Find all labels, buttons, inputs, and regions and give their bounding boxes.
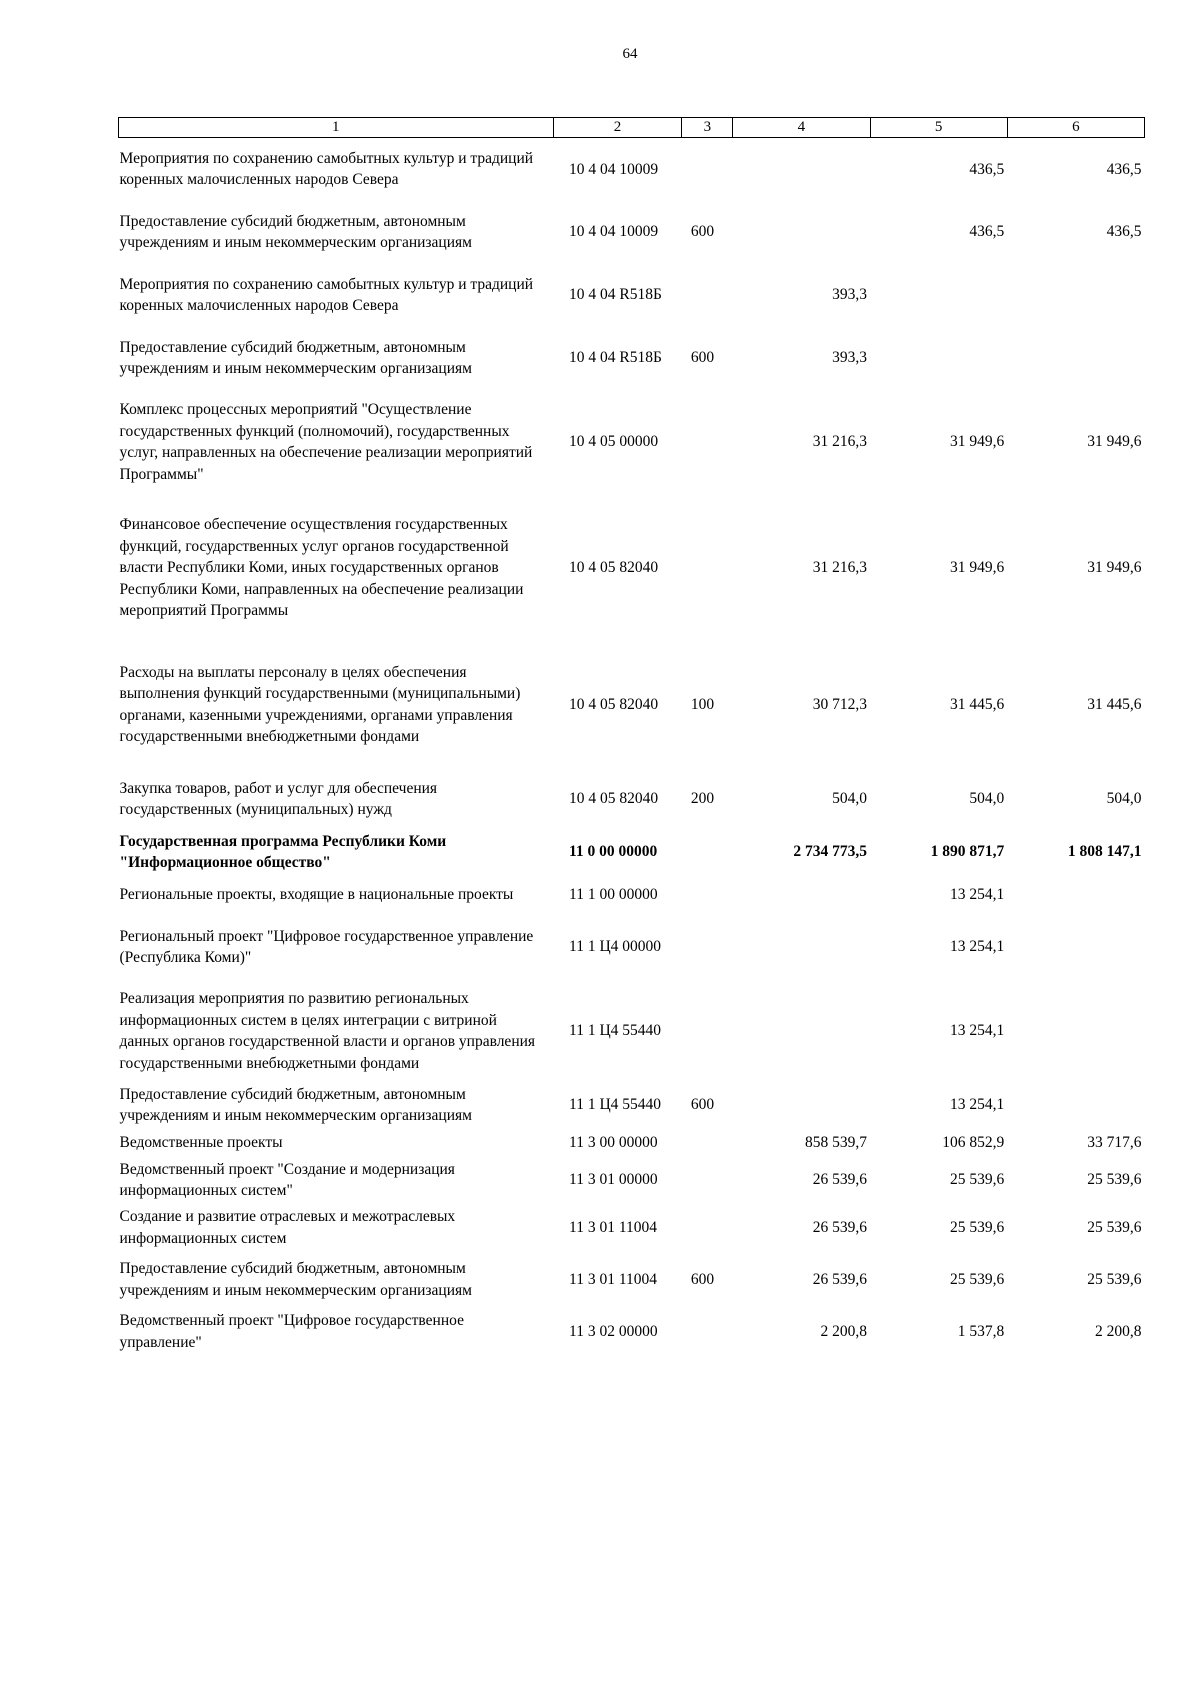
row-value-col6-cell [1007,979,1144,1084]
row-value-col5-cell: 436,5 [969,223,1005,241]
row-value-col6-cell [1007,1084,1144,1127]
row-value-col6-cell [1007,264,1144,327]
row-value-col4-cell [733,979,870,1084]
row-value-col5-cell: 25 539,6 [949,1218,1005,1236]
table-row [119,1127,1145,1159]
row-name-cell: Финансовое обеспечение осуществления государственных функций, государственных услуг органов государственной власти Республики Коми, иных государственных органов Республики Коми, направленных на обеспечение реализации мероприятий Программы [119,516,524,620]
table-row [119,264,1145,327]
row-name-cell: Региональный проект "Цифровое государственное управление (Республика Коми)" [119,927,534,966]
row-name-cell: Ведомственный проект "Цифровое государственное управление" [119,1312,464,1351]
column-header-3: 3 [682,118,733,138]
row-value-col6-cell: 31 445,6 [1087,695,1142,713]
row-value-col4-cell: 2 200,8 [820,1322,868,1340]
row-value-col6-cell: 33 717,6 [1087,1133,1142,1151]
row-code-cell: 10 4 05 82040 [569,559,659,577]
row-value-col6-cell: 1 808 147,1 [1067,843,1142,861]
row-expense-type-cell [682,979,733,1084]
table-row [119,201,1145,264]
row-code-cell: 11 3 02 00000 [569,1322,658,1340]
row-value-col4-cell: 26 539,6 [812,1218,868,1236]
row-name-cell: Предоставление субсидий бюджетным, автономным учреждениям и иным некоммерческим организациям [119,338,472,377]
row-value-col5-cell: 436,5 [969,160,1005,178]
row-name-cell: Реализация мероприятия по развитию региональных информационных систем в целях интеграции с витриной данных органов государственной власти и органов управления государственными внебюджетными фондами [119,990,536,1072]
row-expense-type-cell [682,495,733,642]
row-value-col6-cell [1007,327,1144,390]
row-code-cell: 10 4 05 82040 [569,695,659,713]
table-row [119,390,1145,495]
row-name-cell: Комплекс процессных мероприятий "Осуществление государственных функций (полномочий), государственных услуг, направленных на обеспечение реализации мероприятий Программы" [119,401,533,483]
row-value-col4-cell [733,1084,870,1127]
row-expense-type-cell: 600 [690,1270,715,1288]
table-body [119,138,1145,1358]
row-value-col4-cell [733,138,870,201]
table-row [119,1202,1145,1254]
row-value-col4-cell: 858 539,7 [805,1133,868,1151]
row-value-col4-cell: 31 216,3 [812,433,868,451]
row-value-col6-cell: 31 949,6 [1087,559,1142,577]
row-value-col4-cell: 393,3 [832,349,868,367]
table-row [119,138,1145,201]
row-value-col6-cell: 436,5 [1106,223,1142,241]
row-value-col4-cell: 393,3 [832,286,868,304]
row-name-cell: Региональные проекты, входящие в национальные проекты [119,885,514,903]
row-code-cell: 11 1 Ц4 55440 [569,1096,662,1114]
row-name-cell: Создание и развитие отраслевых и межотраслевых информационных систем [119,1208,456,1247]
row-name-cell: Государственная программа Республики Коми "Информационное общество" [119,832,447,871]
table-row [119,916,1145,979]
table-row [119,979,1145,1084]
row-value-col4-cell: 31 216,3 [812,559,868,577]
row-value-col5-cell: 1 890 871,7 [930,843,1005,861]
table-row [119,1306,1145,1358]
row-expense-type-cell [682,264,733,327]
row-name-cell: Предоставление субсидий бюджетным, автономным учреждениям и иным некоммерческим организациям [119,212,472,251]
row-value-col4-cell [733,201,870,264]
row-value-col4-cell [733,916,870,979]
row-expense-type-cell [682,874,733,916]
row-code-cell: 11 1 00 00000 [569,885,658,903]
column-number-row [119,118,1145,138]
row-name-cell: Расходы на выплаты персоналу в целях обеспечения выполнения функций государственными (муниципальными) органами, казенными учреждениями, органами управления государственными внебюджетными фондами [119,663,521,745]
row-value-col4-cell: 504,0 [832,790,868,808]
row-value-col6-cell [1007,916,1144,979]
row-value-col5-cell: 25 539,6 [949,1171,1005,1189]
row-value-col6-cell: 31 949,6 [1087,433,1142,451]
row-value-col4-cell: 30 712,3 [812,695,868,713]
table-row [119,642,1145,768]
row-code-cell: 11 1 Ц4 55440 [569,1022,662,1040]
row-name-cell: Предоставление субсидий бюджетным, автономным учреждениям и иным некоммерческим организациям [119,1260,472,1299]
row-name-cell: Предоставление субсидий бюджетным, автономным учреждениям и иным некоммерческим организациям [119,1085,472,1124]
row-expense-type-cell [682,1159,733,1202]
row-code-cell: 10 4 05 82040 [569,790,659,808]
row-name-cell: Закупка товаров, работ и услуг для обеспечения государственных (муниципальных) нужд [119,779,438,818]
row-value-col6-cell: 25 539,6 [1087,1218,1142,1236]
row-expense-type-cell: 200 [690,790,715,808]
row-code-cell: 10 4 05 00000 [569,433,659,451]
row-expense-type-cell [682,916,733,979]
row-expense-type-cell [682,831,733,874]
row-code-cell: 11 3 01 11004 [569,1218,657,1236]
row-value-col4-cell: 2 734 773,5 [793,843,868,861]
row-code-cell: 11 3 01 00000 [569,1171,658,1189]
row-value-col6-cell: 436,5 [1106,160,1142,178]
row-expense-type-cell: 600 [690,223,715,241]
table-row [119,327,1145,390]
table-row [119,1254,1145,1306]
row-value-col6-cell: 504,0 [1106,790,1142,808]
row-value-col5-cell: 31 445,6 [949,695,1005,713]
table-row [119,768,1145,831]
column-header-2: 2 [553,118,682,138]
column-header-5: 5 [870,118,1007,138]
row-expense-type-cell [682,138,733,201]
budget-table-container [118,117,1145,1358]
row-value-col5-cell [870,327,1007,390]
row-value-col5-cell: 13 254,1 [949,1022,1005,1040]
row-value-col5-cell [870,264,1007,327]
row-value-col5-cell: 106 852,9 [942,1133,1005,1151]
table-header [119,118,1145,138]
row-value-col6-cell: 25 539,6 [1087,1270,1142,1288]
row-code-cell: 11 3 00 00000 [569,1133,658,1151]
table-row [119,1084,1145,1127]
row-value-col6-cell: 2 200,8 [1095,1322,1142,1340]
budget-table [118,117,1145,1358]
row-value-col6-cell [1007,874,1144,916]
row-code-cell: 11 1 Ц4 00000 [569,938,662,956]
table-row [119,874,1145,916]
row-code-cell: 10 4 04 10009 [569,223,659,241]
column-header-1: 1 [119,118,554,138]
row-value-col5-cell: 31 949,6 [949,559,1005,577]
row-value-col4-cell: 26 539,6 [812,1171,868,1189]
row-expense-type-cell: 600 [690,349,715,367]
row-code-cell: 10 4 04 R518Б [569,349,662,367]
row-value-col5-cell: 25 539,6 [949,1270,1005,1288]
row-value-col5-cell: 13 254,1 [949,1096,1005,1114]
row-value-col5-cell: 504,0 [969,790,1005,808]
row-expense-type-cell: 600 [690,1096,715,1114]
row-code-cell: 10 4 04 10009 [569,160,659,178]
row-expense-type-cell [682,390,733,495]
row-value-col5-cell: 13 254,1 [949,885,1005,903]
row-value-col5-cell: 1 537,8 [957,1322,1005,1340]
row-value-col5-cell: 13 254,1 [949,938,1005,956]
row-value-col5-cell: 31 949,6 [949,433,1005,451]
row-value-col4-cell [733,874,870,916]
row-expense-type-cell: 100 [690,695,715,713]
row-name-cell: Мероприятия по сохранению самобытных культур и традиций коренных малочисленных народов Севера [119,275,534,314]
table-row [119,1159,1145,1202]
row-code-cell: 10 4 04 R518Б [569,286,662,304]
row-value-col6-cell: 25 539,6 [1087,1171,1142,1189]
row-name-cell: Ведомственные проекты [119,1133,283,1151]
column-header-4: 4 [733,118,870,138]
row-name-cell: Ведомственный проект "Создание и модернизация информационных систем" [119,1160,455,1199]
row-expense-type-cell [682,1202,733,1254]
table-row [119,495,1145,642]
row-code-cell: 11 0 00 00000 [569,843,658,861]
page-number: 64 [622,46,638,62]
column-header-6: 6 [1007,118,1144,138]
row-name-cell: Мероприятия по сохранению самобытных культур и традиций коренных малочисленных народов Севера [119,149,534,189]
row-expense-type-cell [682,1127,733,1159]
row-code-cell: 11 3 01 11004 [569,1270,657,1288]
row-expense-type-cell [682,1306,733,1358]
row-value-col4-cell: 26 539,6 [812,1270,868,1288]
table-row [119,831,1145,874]
